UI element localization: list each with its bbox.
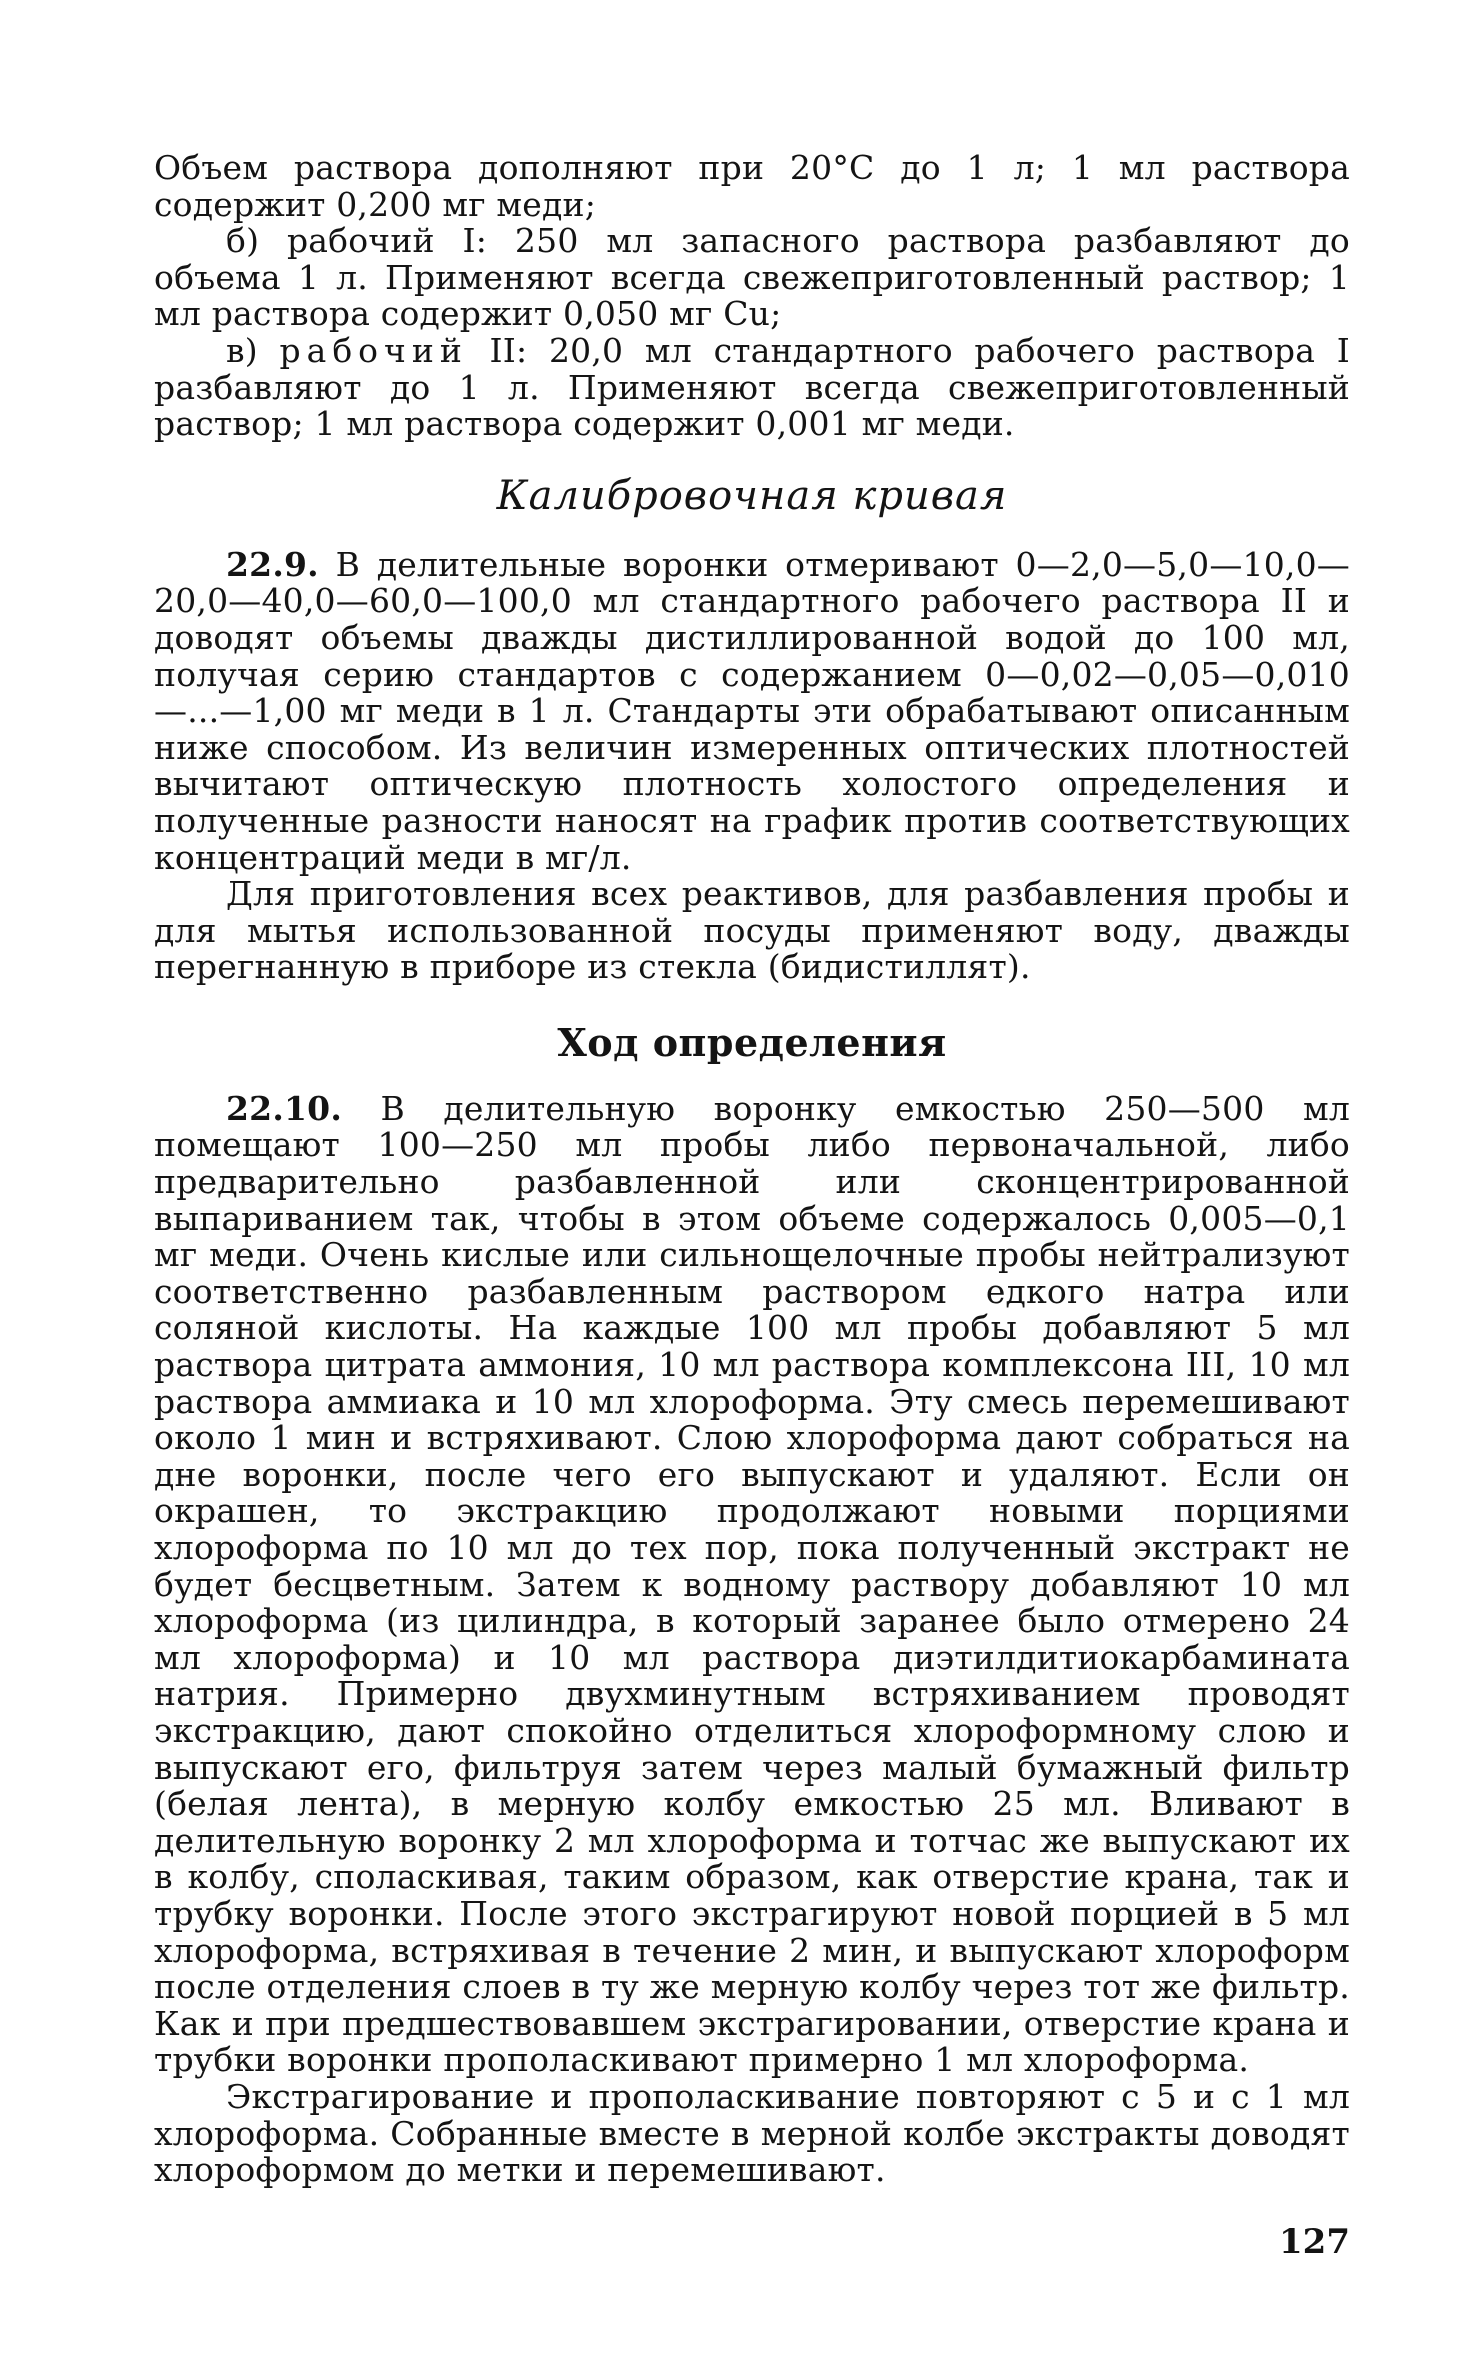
section-number: 22.10. <box>226 1088 343 1128</box>
document-page <box>154 150 1350 2250</box>
paragraph-22-10 <box>154 1088 1350 2080</box>
section-heading-calibration: Калибровочная кривая <box>496 472 1008 519</box>
spaced-term: рабочий <box>279 330 468 370</box>
paragraph-working-solution-1: б) рабочий I: 250 мл запасного раствора разбавляют до объема 1 л. Применяют всегда свежеприготовленный раствор; 1 мл раствора содержит 0,050 мг Cu; <box>154 221 1350 334</box>
paragraph-22-9 <box>154 544 1350 877</box>
paragraph-reagent-water: Для приготовления всех реактивов, для разбавления пробы и для мытья использованной посуды применяют воду, дважды перегнанную в приборе из стекла (бидистиллят). <box>154 874 1350 987</box>
page-number: 127 <box>1279 2222 1350 2262</box>
section-heading-procedure: Ход определения <box>557 1019 947 1065</box>
paragraph-text: В делительную воронку емкостью 250—500 мл помещают 100—250 мл пробы либо первоначальной, либо предварительно разбавленной или сконцентрированной выпариванием так, чтобы в этом объеме содержалось 0,005—0,1 мг меди. Очень кислые или сильнощелочные пробы нейтрализуют соответственно разбавленным раствором едкого натра или соляной кислоты. На каждые 100 мл пробы добавляют 5 мл раствора цитрата аммония, 10 мл раствора комплексона III, 10 мл раствора аммиака и 10 мл хлороформа. Эту смесь перемешивают около 1 мин и встряхивают. Слою хлороформа дают собраться на дне воронки, после чего его выпускают и удаляют. Если он окрашен, то экстракцию продолжают новыми порциями хлороформа по 10 мл до тех пор, пока полученный экстракт не будет бесцветным. Затем к водному раствору добавляют 10 мл хлороформа (из цилиндра, в который заранее было отмерено 24 мл хлороформа) и 10 мл раствора диэтилдитиокарбамината натрия. Примерно двухминутным встряхиванием проводят экстракцию, дают спокойно отделиться хлороформному слою и выпускают его, фильтруя затем через малый бумажный фильтр (белая лента), в мерную колбу емкостью 25 мл. Вливают в делительную воронку 2 мл хлороформа и тотчас же выпускают их в колбу, споласкивая, таким образом, как отверстие крана, так и трубку воронки. После этого экстрагируют новой порцией в 5 мл хлороформа, встряхивая в течение 2 мин, и выпускают хлороформ после отделения слоев в ту же мерную колбу через тот же фильтр. Как и при предшествовавшем экстрагировании, отверстие крана и трубки воронки прополаскивают примерно 1 мл хлороформа. <box>154 1088 1350 2080</box>
paragraph-text: II: 20,0 мл стандартного рабочего раствора I разбавляют до 1 л. Применяют всегда свежеприготовленный раствор; 1 мл раствора содержит 0,001 мг меди. <box>154 330 1350 444</box>
paragraph-working-solution-2 <box>154 330 1350 444</box>
list-marker: в) <box>226 330 280 370</box>
paragraph-volume-note: Объем раствора дополняют при 20°C до 1 л; 1 мл раствора содержит 0,200 мг меди; <box>154 148 1350 224</box>
section-number: 22.9. <box>226 544 319 584</box>
paragraph-text: В делительные воронки отмеривают 0—2,0—5,0—10,0—20,0—40,0—60,0—100,0 мл стандартного рабочего раствора II и доводят объемы дважды дистиллированной водой до 100 мл, получая серию стандартов с содержанием 0—0,02—0,05—0,010—...—1,00 мг меди в 1 л. Стандарты эти обрабатывают описанным ниже способом. Из величин измеренных оптических плотностей вычитают оптическую плотность холостого определения и полученные разности наносят на график против соответствующих концентраций меди в мг/л. <box>154 544 1350 877</box>
paragraph-extraction-repeat: Экстрагирование и прополаскивание повторяют с 5 и с 1 мл хлороформа. Собранные вместе в мерной колбе экстракты доводят хлороформом до метки и перемешивают. <box>154 2076 1350 2190</box>
